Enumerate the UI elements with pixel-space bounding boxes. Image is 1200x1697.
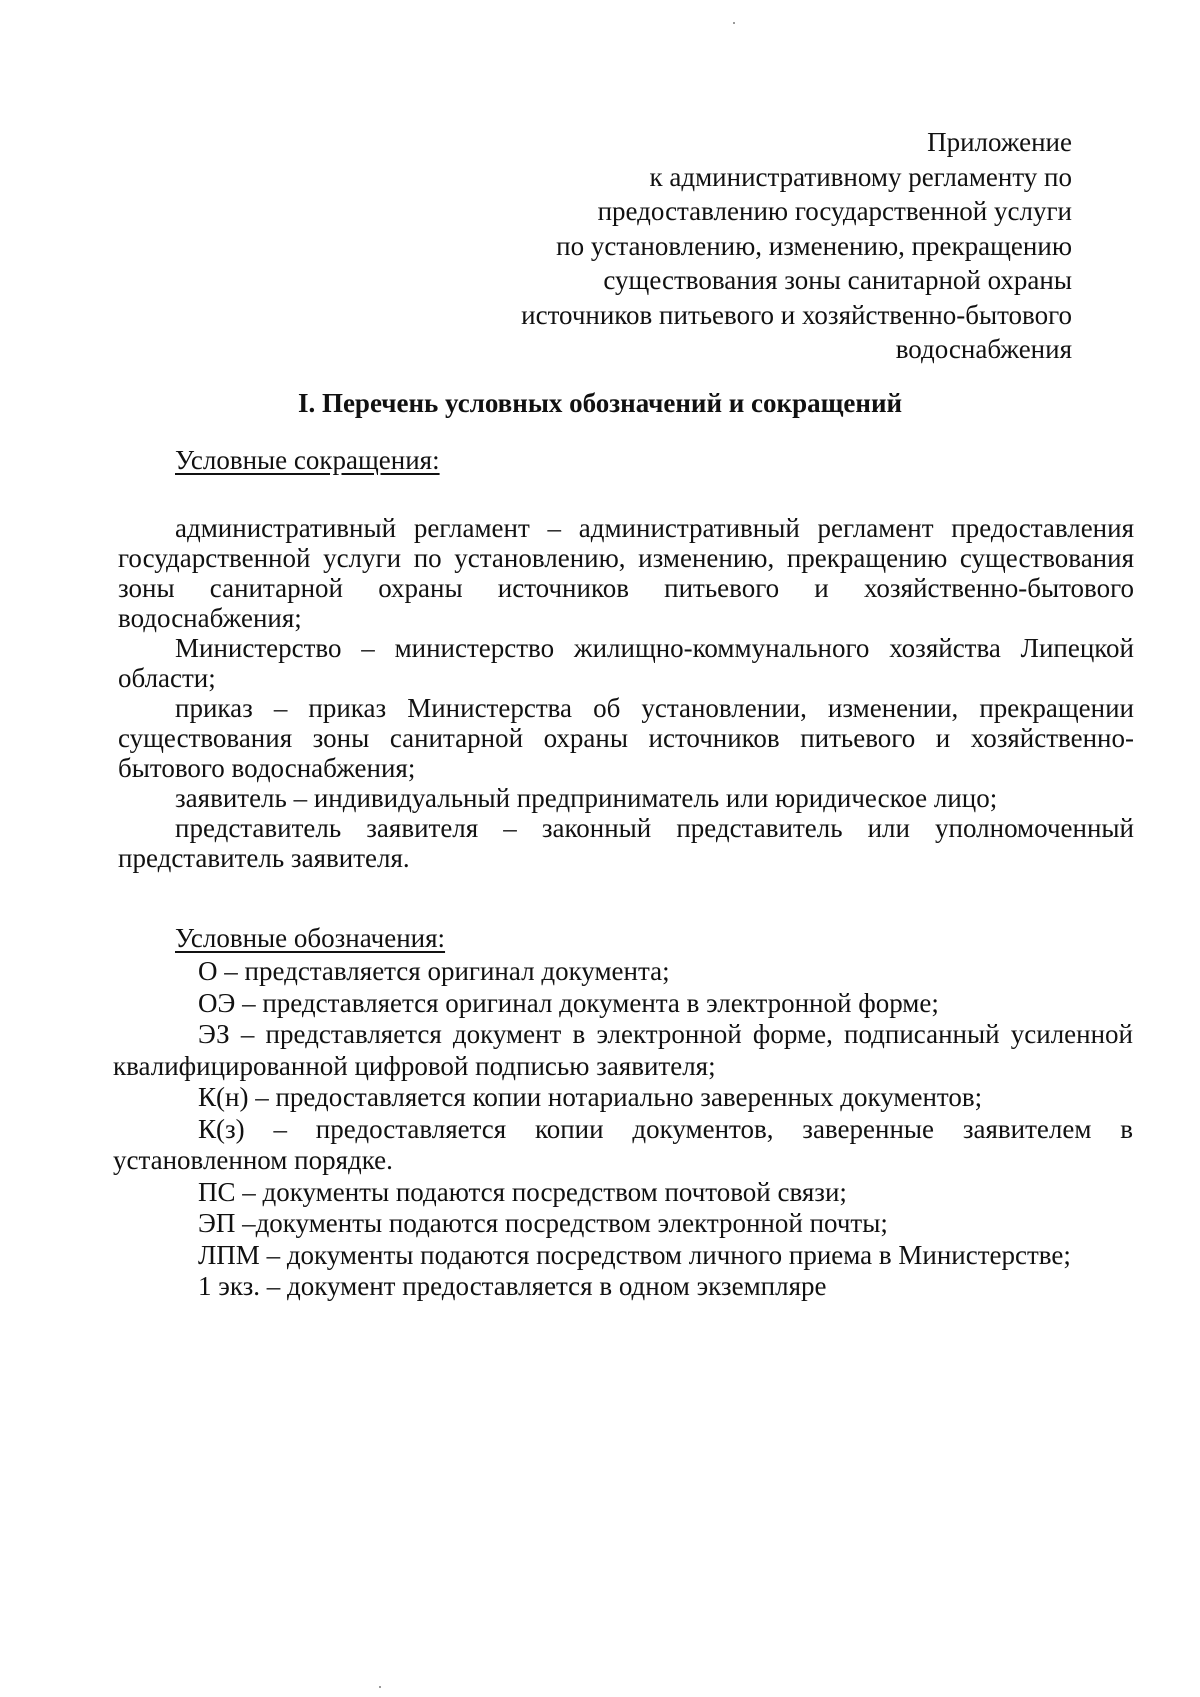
legend-item: К(н) – предоставляется копии нотариально заверенных документов; (198, 1082, 983, 1112)
legend-item: 1 экз. – документ предоставляется в одном экземпляре (198, 1271, 827, 1301)
abbreviations-list (118, 513, 1134, 873)
appendix-line: водоснабжения (895, 334, 1072, 364)
legend-item: О – представляется оригинал документа; (198, 956, 670, 986)
appendix-line: по установлению, изменению, прекращению (556, 230, 1072, 261)
abbreviation-item: Министерство – министерство жилищно-коммунального хозяйства Липецкой области; (118, 633, 1134, 693)
legend-item: ОЭ – представляется оригинал документа в электронной форме; (198, 987, 939, 1018)
appendix-line: существования зоны санитарной охраны (603, 265, 1072, 295)
appendix-line: предоставлению государственной услуги (597, 196, 1072, 226)
legend-item: ЭП –документы подаются посредством электронной почты; (198, 1208, 888, 1238)
abbreviation-item: административный регламент – административный регламент предоставления государственной услуги по установлению, изменению, прекращению существования зоны санитарной охраны источников питьевого и хозяйственно-бытового водоснабжения; (118, 513, 1134, 633)
appendix-line: к административному регламенту по (649, 161, 1072, 192)
section-title: I. Перечень условных обозначений и сокращений (297, 388, 903, 418)
legend-item: ЛПМ – документы подаются посредством личного приема в Министерстве; (198, 1239, 1071, 1270)
abbreviation-item: представитель заявителя – законный представитель или уполномоченный представитель заявителя. (118, 813, 1134, 873)
legend-heading: Условные обозначения: (175, 923, 446, 953)
legend-item: ПС – документы подаются посредством почтовой связи; (198, 1176, 847, 1207)
scan-speck-bottom (379, 1686, 381, 1688)
scan-speck-top (733, 22, 735, 24)
abbreviation-item: заявитель – индивидуальный предприниматель или юридическое лицо; (175, 783, 998, 813)
legend-list (113, 956, 1133, 1303)
appendix-line: источников питьевого и хозяйственно-бытового (521, 299, 1072, 330)
appendix-header (372, 125, 1072, 367)
legend-item: К(з) – предоставляется копии документов, заверенные заявителем в установленном порядке. (113, 1113, 1133, 1175)
abbreviation-item: приказ – приказ Министерства об установлении, изменении, прекращении существования зоны санитарной охраны источников питьевого и хозяйственно-бытового водоснабжения; (118, 693, 1134, 783)
legend-item: ЭЗ – представляется документ в электронной форме, подписанный усиленной квалифицированной цифровой подписью заявителя; (113, 1019, 1133, 1081)
abbreviations-heading: Условные сокращения: (175, 445, 440, 475)
appendix-line: Приложение (927, 127, 1072, 157)
